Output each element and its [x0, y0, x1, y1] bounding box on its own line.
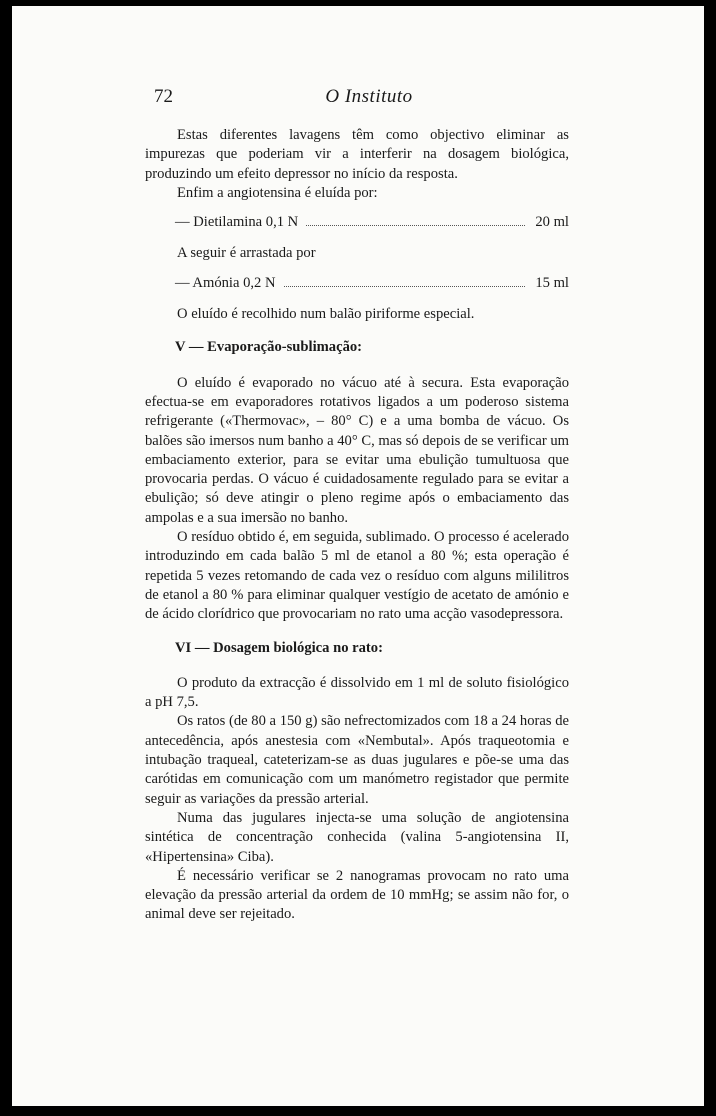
paragraph: A seguir é arrastada por: [177, 245, 316, 262]
page-number: 72: [154, 86, 173, 107]
paragraph: O produto da extracção é dissolvido em 1 ml de soluto fisiológico a pH 7,5.: [145, 674, 569, 711]
reagent-entry-dietilamina: [145, 213, 569, 232]
paragraph: O eluído é recolhido num balão piriforme especial.: [177, 306, 475, 323]
paragraph: Os ratos (de 80 a 150 g) são nefrectomizados com 18 a 24 horas de antecedência, após anestesia com «Nembutal». Após traqueotomia e intubação traqueal, cateterizam-se as duas jugulares e põe-se uma das carótidas em comunicação com um manómetro registador que permite seguir as variações da pressão arterial.: [145, 713, 569, 807]
paragraph: Estas diferentes lavagens têm como objectivo eliminar as impurezas que poderiam vir a interferir na dosagem biológica, produzindo um efeito depressor no início da resposta.: [145, 127, 569, 182]
reagent-label: — Dietilamina 0,1 N: [175, 214, 299, 231]
paragraph: Enfim a angiotensina é eluída por:: [177, 184, 378, 201]
paragraph: O eluído é evaporado no vácuo até à secura. Esta evaporação efectua-se em evaporadores rotativos ligados a um poderoso sistema refrigerante («Thermovac», – 80° C) e a uma bomba de vácuo. Os balões são imersos num banho a 40° C, mas só depois de se verificar um embaciamento exterior, para se evitar uma ebulição tumultuosa que provocaria perdas. O vácuo é cuidadosamente regulado para se evitar a ebulição; só deve atingir o pleno regime após o embaciamento das ampolas e a sua imersão no banho.: [145, 374, 569, 526]
paragraph: Numa das jugulares injecta-se uma solução de angiotensina sintética de concentração conhecida (valina 5-angiotensina II, «Hipertensina» Ciba).: [145, 809, 569, 865]
section-heading-dosagem: VI — Dosagem biológica no rato:: [175, 639, 383, 656]
reagent-entry-amonia: [145, 274, 569, 293]
reagent-volume: 15 ml: [535, 274, 569, 291]
reagent-label: — Amónia 0,2 N: [175, 274, 276, 291]
paragraph: É necessário verificar se 2 nanogramas provocam no rato uma elevação da pressão arterial da ordem de 10 mmHg; se assim não for, o animal deve ser rejeitado.: [145, 867, 569, 923]
running-title: O Instituto: [325, 86, 413, 107]
paragraph: O resíduo obtido é, em seguida, sublimado. O processo é acelerado introduzindo em cada balão 5 ml de etanol a 80 %; esta operação é repetida 5 vezes retomando de cada vez o resíduo com alguns mililitros de etanol a 80 % para eliminar qualquer vestígio de acetato de amónio e de ácido clorídrico que provocariam no rato uma acção vasodepressora.: [145, 529, 569, 623]
section-heading-evaporacao: V — Evaporação-sublimação:: [175, 339, 363, 356]
dot-leader: [306, 225, 525, 226]
body-text: [145, 126, 569, 925]
page-header: [154, 86, 584, 116]
dot-leader: [284, 286, 526, 287]
reagent-volume: 20 ml: [535, 214, 569, 231]
